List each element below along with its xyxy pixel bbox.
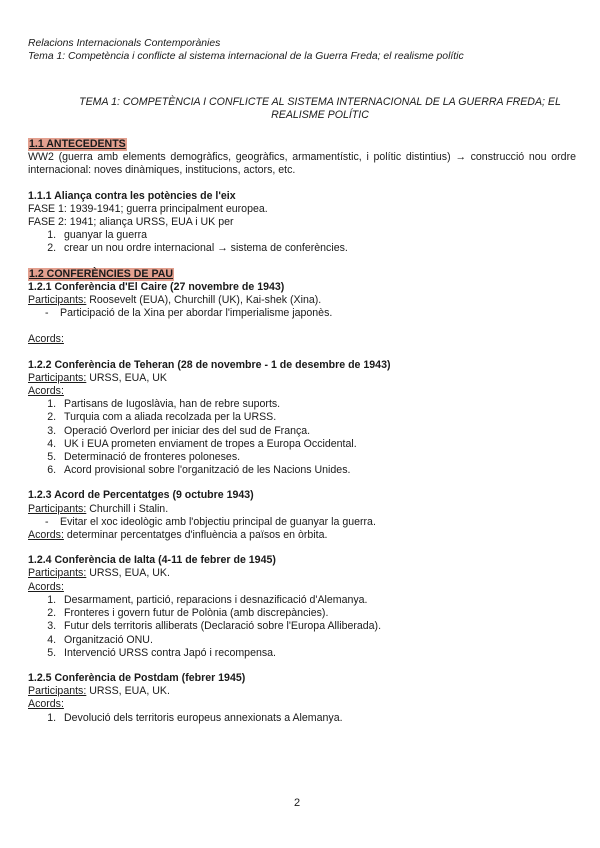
list-item: 4. Organització ONU. bbox=[59, 634, 576, 647]
participants-value: Churchill i Stalin. bbox=[89, 502, 169, 515]
acords-line bbox=[28, 333, 576, 346]
participants-label: Participants: bbox=[28, 685, 87, 698]
acords-value: determinar percentatges d'influència a països en òrbita. bbox=[66, 529, 328, 542]
subsection-heading-alianca: 1.1.1 Aliança contra les potències de l'eix bbox=[28, 189, 236, 202]
acords-line bbox=[28, 581, 576, 594]
percentatges-notes bbox=[28, 516, 576, 529]
list-item: - Evitar el xoc ideològic amb l'objectiu principal de guanyar la guerra. bbox=[28, 516, 576, 529]
acords-line bbox=[28, 698, 576, 711]
participants-label: Participants: bbox=[28, 567, 87, 580]
list-item: 1. Devolució dels territoris europeus annexionats a Alemanya. bbox=[59, 712, 576, 725]
acords-line bbox=[28, 385, 576, 398]
conference-heading-caire: 1.2.1 Conferència d'El Caire (27 novembre de 1943) bbox=[28, 280, 285, 293]
ialta-acords-list bbox=[28, 594, 576, 660]
participants-line bbox=[28, 685, 576, 698]
document-title: TEMA 1: COMPETÈNCIA I CONFLICTE AL SISTEMA INTERNACIONAL DE LA GUERRA FREDA; EL REALISME POLÍTIC bbox=[79, 96, 561, 121]
participants-line bbox=[28, 372, 576, 385]
list-item: 5. Determinació de fronteres poloneses. bbox=[59, 451, 576, 464]
list-item: 3. Operació Overlord per iniciar des del sud de França. bbox=[59, 425, 576, 438]
phase-1-text: FASE 1: 1939-1941; guerra principalment europea. bbox=[28, 202, 268, 215]
acords-label: Acords: bbox=[28, 580, 64, 593]
list-item: 1. Desarmament, partició, reparacions i desnazificació d'Alemanya. bbox=[59, 594, 576, 607]
acords-line bbox=[28, 529, 576, 542]
list-item: 2. Turquia com a aliada recolzada per la URSS. bbox=[59, 411, 576, 424]
conference-heading-teheran: 1.2.2 Conferència de Teheran (28 de novembre - 1 de desembre de 1943) bbox=[28, 358, 391, 371]
participants-value: Roosevelt (EUA), Churchill (UK), Kai-shek (Xina). bbox=[89, 294, 322, 307]
list-item: 4. UK i EUA prometen enviament de tropes a Europa Occidental. bbox=[59, 438, 576, 451]
list-item: 1. guanyar la guerra bbox=[59, 229, 576, 242]
teheran-acords-list bbox=[28, 398, 576, 477]
list-item: 1. Partisans de Iugoslàvia, han de rebre suports. bbox=[59, 398, 576, 411]
acords-label: Acords: bbox=[28, 333, 64, 346]
caire-notes bbox=[28, 307, 576, 320]
conference-heading-ialta: 1.2.4 Conferència de Ialta (4-11 de febrer de 1945) bbox=[28, 554, 276, 567]
participants-line bbox=[28, 567, 576, 580]
participants-value: URSS, EUA, UK. bbox=[89, 567, 170, 580]
participants-line bbox=[28, 503, 576, 516]
list-item: 6. Acord provisional sobre l'organització de les Nacions Unides. bbox=[59, 464, 576, 477]
list-item: 3. Futur dels territoris alliberats (Declaració sobre l'Europa Alliberada). bbox=[59, 620, 576, 633]
participants-value: URSS, EUA, UK bbox=[89, 371, 167, 384]
acords-label: Acords: bbox=[28, 385, 64, 398]
participants-value: URSS, EUA, UK. bbox=[89, 685, 170, 698]
running-header bbox=[28, 37, 464, 63]
document-body bbox=[28, 138, 576, 725]
participants-label: Participants: bbox=[28, 371, 87, 384]
page-number: 2 bbox=[294, 797, 301, 809]
list-item: - Participació de la Xina per abordar l'imperialisme japonès. bbox=[28, 307, 576, 320]
section-heading-conferencies: 1.2 CONFERÈNCIES DE PAU bbox=[29, 267, 174, 280]
course-name: Relacions Internacionals Contemporànies bbox=[28, 38, 221, 49]
list-item: 5. Intervenció URSS contra Japó i recompensa. bbox=[59, 647, 576, 660]
list-item: 2. crear un nou ordre internacional → sistema de conferències. bbox=[59, 242, 576, 255]
list-item: 2. Fronteres i govern futur de Polònia (amb discrepàncies). bbox=[59, 607, 576, 620]
participants-label: Participants: bbox=[28, 294, 87, 307]
phase-2-list bbox=[28, 229, 576, 255]
acords-label: Acords: bbox=[28, 529, 64, 542]
antecedents-intro: WW2 (guerra amb elements demogràfics, geogràfics, armamentístic, i polític distintius) → construcció nou ordre internacional: noves dinàmiques, institucions, actors, etc. bbox=[28, 151, 576, 177]
section-heading-antecedents: 1.1 ANTECEDENTS bbox=[29, 138, 126, 150]
topic-line: Tema 1: Competència i conflicte al sistema internacional de la Guerra Freda; el realisme polític bbox=[28, 51, 464, 62]
acords-label: Acords: bbox=[28, 698, 64, 711]
participants-line bbox=[28, 294, 576, 307]
participants-label: Participants: bbox=[28, 502, 87, 515]
conference-heading-percentatges: 1.2.3 Acord de Percentatges (9 octubre 1943) bbox=[28, 489, 254, 502]
phase-2-text: FASE 2: 1941; aliança URSS, EUA i UK per bbox=[28, 216, 234, 229]
postdam-acords-list bbox=[28, 712, 576, 725]
conference-heading-postdam: 1.2.5 Conferència de Postdam (febrer 1945) bbox=[28, 671, 246, 684]
